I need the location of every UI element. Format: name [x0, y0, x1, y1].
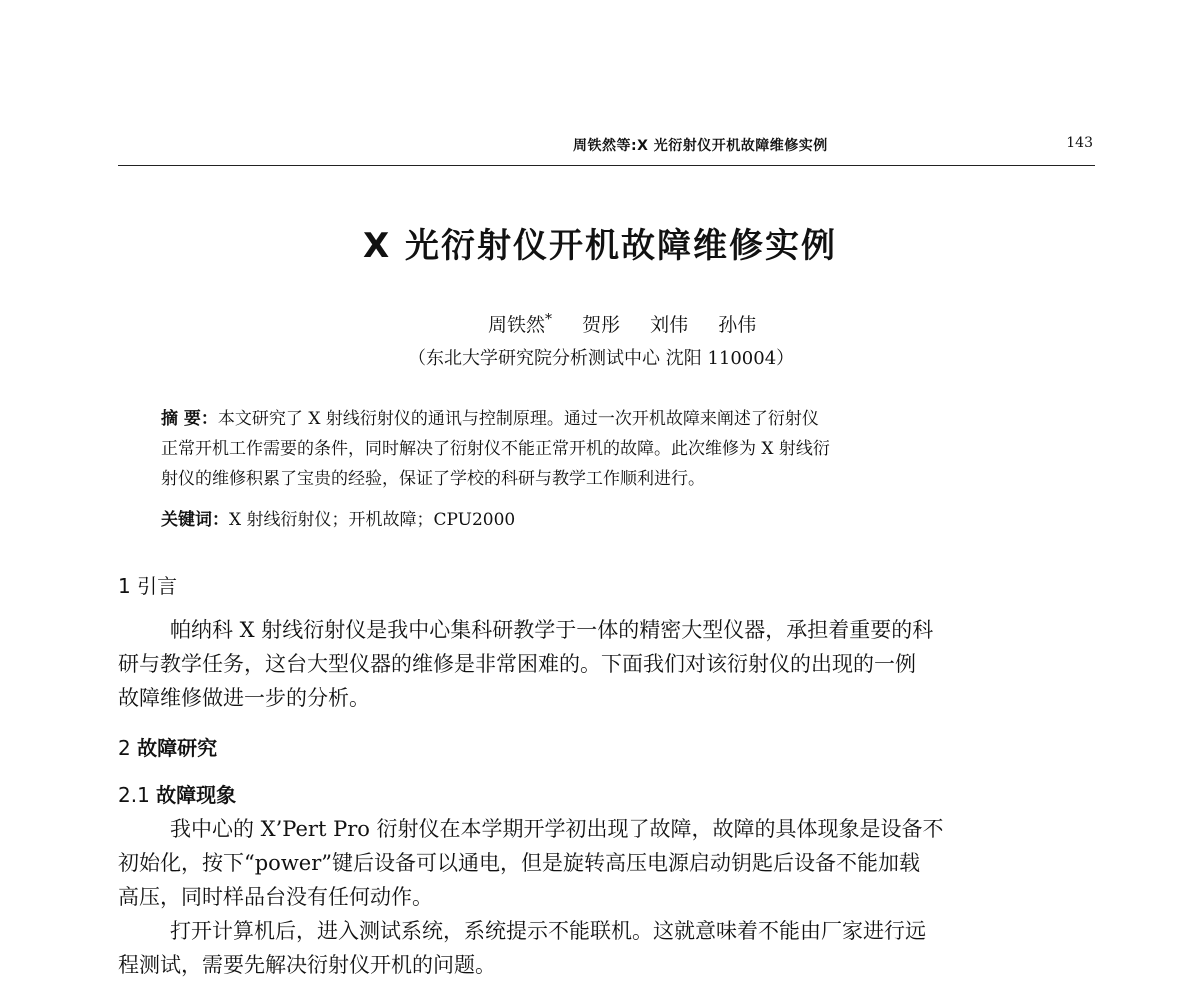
paragraph-line: 打开计算机后，进入测试系统，系统提示不能联机。这就意味着不能由厂家进行远: [170, 919, 926, 943]
paragraph-line: 初始化，按下“power”键后设备可以通电，但是旋转高压电源启动钥匙后设备不能加载: [118, 851, 920, 875]
paragraph-line: 程测试，需要先解决衍射仪开机的问题。: [118, 953, 496, 977]
paragraph-line: 帕纳科 X 射线衍射仪是我中心集科研教学于一体的精密大型仪器，承担着重要的科: [170, 618, 934, 642]
keywords-text: X 射线衍射仪；开机故障；CPU2000: [229, 510, 516, 530]
keywords-label: 关键词：: [161, 510, 229, 530]
author-name: 周铁然*: [488, 311, 553, 336]
paper-title: X 光衍射仪开机故障维修实例: [362, 226, 838, 266]
affiliation: （东北大学研究院分析测试中心 沈阳 110004）: [408, 348, 795, 369]
author-mark: *: [545, 311, 553, 328]
paragraph-line: 研与教学任务，这台大型仪器的维修是非常困难的。下面我们对该衍射仪的出现的一例: [118, 652, 916, 676]
abstract-line: 正常开机工作需要的条件，同时解决了衍射仪不能正常开机的故障。此次维修为 X 射线衍: [161, 439, 830, 459]
author-name: 刘伟: [650, 314, 689, 336]
paragraph-intro: [118, 613, 1138, 715]
running-header: [118, 135, 1095, 166]
paragraph-line: 故障维修做进一步的分析。: [118, 686, 370, 710]
page-number: 143: [1066, 135, 1093, 151]
abstract-line: 射仪的维修积累了宝贵的经验，保证了学校的科研与教学工作顺利进行。: [161, 469, 705, 489]
section-heading-2: 2 故障研究: [118, 736, 218, 760]
author-name: 贺彤: [582, 314, 621, 336]
subsection-heading-2-1: 2.1 故障现象: [118, 783, 237, 807]
paragraph-line: 我中心的 X’Pert Pro 衍射仪在本学期开学初出现了故障，故障的具体现象是设备不: [170, 817, 944, 841]
running-title: 周铁然等:X 光衍射仪开机故障维修实例: [573, 138, 828, 154]
abstract-line: 摘 要：本文研究了 X 射线衍射仪的通讯与控制原理。通过一次开机故障来阐述了衍射仪: [161, 409, 819, 429]
paragraph-line: 高压，同时样品台没有任何动作。: [118, 885, 433, 909]
abstract: [161, 404, 1086, 494]
author-name: 孙伟: [718, 314, 757, 336]
abstract-label: 摘 要：: [161, 409, 218, 429]
keywords: [161, 505, 515, 530]
section-heading-1: 1 引言: [118, 574, 178, 598]
author-list: [488, 310, 780, 337]
